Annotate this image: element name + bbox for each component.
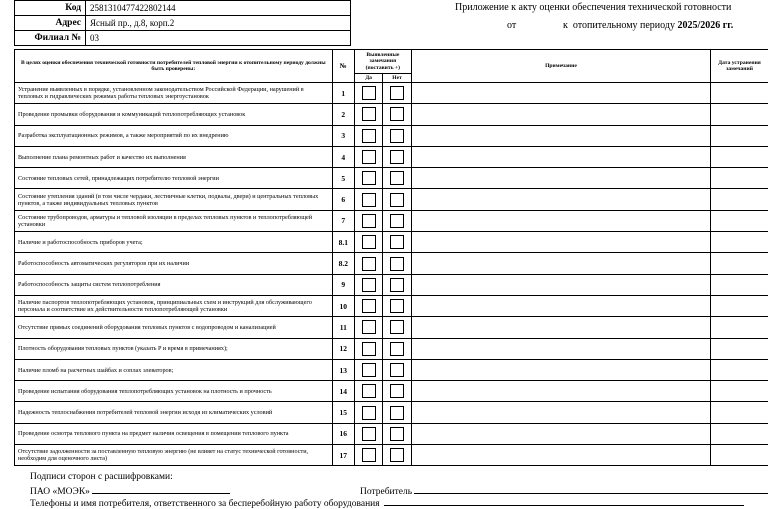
table-row xyxy=(15,423,768,444)
annex-period xyxy=(563,20,733,31)
no-cell xyxy=(383,338,411,359)
no-cell xyxy=(383,104,411,125)
table-row xyxy=(15,359,768,380)
table-row xyxy=(15,125,768,146)
no-checkbox[interactable] xyxy=(390,363,404,377)
yes-cell xyxy=(354,338,382,359)
phones-field[interactable] xyxy=(384,497,744,506)
yes-cell xyxy=(354,210,382,231)
row-number: 17 xyxy=(332,445,354,466)
no-checkbox[interactable] xyxy=(390,107,404,121)
row-number: 10 xyxy=(332,295,354,316)
yes-checkbox[interactable] xyxy=(362,427,376,441)
no-checkbox[interactable] xyxy=(390,257,404,271)
row-description: Состояние тепловых сетей, принадлежащих потребителю тепловой энергии xyxy=(15,168,333,189)
yes-checkbox[interactable] xyxy=(362,342,376,356)
yes-checkbox[interactable] xyxy=(362,363,376,377)
date-cell[interactable] xyxy=(711,445,768,466)
no-checkbox[interactable] xyxy=(390,86,404,100)
note-cell[interactable] xyxy=(411,381,710,402)
code-label: Код xyxy=(15,1,86,16)
row-number: 16 xyxy=(332,423,354,444)
signatures-label: Подписи сторон с расшифровками: xyxy=(30,472,173,482)
no-checkbox[interactable] xyxy=(390,235,404,249)
note-cell[interactable] xyxy=(411,402,710,423)
no-checkbox[interactable] xyxy=(390,299,404,313)
row-number: 7 xyxy=(332,210,354,231)
note-header: Примечание xyxy=(411,50,710,83)
row-description: Проведение промывки оборудования и коммуникаций теплопотребляющих установок xyxy=(15,104,333,125)
row-number: 5 xyxy=(332,168,354,189)
yes-cell xyxy=(354,317,382,338)
consumer-label: Потребитель xyxy=(360,487,412,497)
no-cell xyxy=(383,253,411,274)
date-cell[interactable] xyxy=(711,317,768,338)
table-row xyxy=(15,253,768,274)
yes-cell xyxy=(354,253,382,274)
no-checkbox[interactable] xyxy=(390,171,404,185)
table-row xyxy=(15,104,768,125)
company-signature-field[interactable] xyxy=(92,485,230,494)
branch-value: 03 xyxy=(86,31,351,46)
no-checkbox[interactable] xyxy=(390,448,404,462)
yes-checkbox[interactable] xyxy=(362,257,376,271)
no-checkbox[interactable] xyxy=(390,427,404,441)
row-description: Наличие паспортов теплопотребляющих установок, принципиальных схем и инструкций для обслуживающего персонала и соответствие их действительности теплопотребляющей установки xyxy=(15,295,333,316)
date-cell[interactable] xyxy=(711,338,768,359)
no-cell xyxy=(383,381,411,402)
yes-checkbox[interactable] xyxy=(362,129,376,143)
note-cell[interactable] xyxy=(411,125,710,146)
row-description: Состояние трубопроводов, арматуры и тепловой изоляции в пределах тепловых пунктов и теплопотребляющей установки xyxy=(15,210,333,231)
no-cell xyxy=(383,210,411,231)
table-row xyxy=(15,189,768,210)
date-cell[interactable] xyxy=(711,232,768,253)
date-cell[interactable] xyxy=(711,253,768,274)
note-cell[interactable] xyxy=(411,317,710,338)
table-row xyxy=(15,317,768,338)
no-cell xyxy=(383,423,411,444)
yes-checkbox[interactable] xyxy=(362,86,376,100)
signature-line xyxy=(30,485,230,497)
row-number: 11 xyxy=(332,317,354,338)
no-cell xyxy=(383,295,411,316)
annex-period-value: 2025/2026 гг. xyxy=(677,20,733,31)
address-label: Адрес xyxy=(15,16,86,31)
row-number: 1 xyxy=(332,83,354,104)
yes-cell xyxy=(354,83,382,104)
no-cell xyxy=(383,189,411,210)
no-checkbox[interactable] xyxy=(390,193,404,207)
no-checkbox[interactable] xyxy=(390,406,404,420)
no-checkbox[interactable] xyxy=(390,129,404,143)
address-value: Ясный пр., д.8, корп.2 xyxy=(86,16,351,31)
row-description: Отсутствие задолженности за поставленную тепловую энергию (не влияет на статус технической готовности, необходим для оценочного листа) xyxy=(15,445,333,466)
table-row xyxy=(15,402,768,423)
note-cell[interactable] xyxy=(411,338,710,359)
annex-period-text: отопительному периоду xyxy=(573,20,675,31)
row-description: Работоспособность защиты систем теплопотребления xyxy=(15,274,333,295)
row-description: Плотность оборудования тепловых пунктов (указать Р и время в примечаниях); xyxy=(15,338,333,359)
no-cell xyxy=(383,168,411,189)
yes-checkbox[interactable] xyxy=(362,150,376,164)
table-row xyxy=(15,274,768,295)
table-row xyxy=(15,445,768,466)
row-description: Разработка эксплуатационных режимов, а также мероприятий по их внедрению xyxy=(15,125,333,146)
date-cell[interactable] xyxy=(711,295,768,316)
date-cell[interactable] xyxy=(711,168,768,189)
row-description: Состояние утепления зданий (в том числе чердаки, лестничные клетки, подвалы, двери) и центральных тепловых пунктов, а также индивидуальных тепловых пунктов xyxy=(15,189,333,210)
no-checkbox[interactable] xyxy=(390,150,404,164)
yes-checkbox[interactable] xyxy=(362,171,376,185)
yes-cell xyxy=(354,402,382,423)
row-description: Проведение испытания оборудования теплопотребляющих установок на плотность и прочность xyxy=(15,381,333,402)
checklist-table xyxy=(14,49,768,466)
no-checkbox[interactable] xyxy=(390,278,404,292)
annex-from: от xyxy=(507,20,516,31)
note-cell[interactable] xyxy=(411,445,710,466)
yes-cell xyxy=(354,168,382,189)
note-cell[interactable] xyxy=(411,168,710,189)
row-number: 12 xyxy=(332,338,354,359)
row-number: 9 xyxy=(332,274,354,295)
branch-label: Филиал № xyxy=(15,31,86,46)
note-cell[interactable] xyxy=(411,423,710,444)
no-cell xyxy=(383,83,411,104)
no-checkbox[interactable] xyxy=(390,384,404,398)
yes-checkbox[interactable] xyxy=(362,299,376,313)
yes-checkbox[interactable] xyxy=(362,193,376,207)
table-row xyxy=(15,83,768,104)
date-cell[interactable] xyxy=(711,125,768,146)
yes-checkbox[interactable] xyxy=(362,384,376,398)
row-number: 15 xyxy=(332,402,354,423)
date-cell[interactable] xyxy=(711,359,768,380)
table-row xyxy=(15,146,768,167)
yes-cell xyxy=(354,274,382,295)
date-cell[interactable] xyxy=(711,381,768,402)
row-number: 14 xyxy=(332,381,354,402)
yes-cell xyxy=(354,445,382,466)
date-cell[interactable] xyxy=(711,104,768,125)
note-cell[interactable] xyxy=(411,274,710,295)
no-cell xyxy=(383,125,411,146)
note-cell[interactable] xyxy=(411,146,710,167)
note-cell[interactable] xyxy=(411,253,710,274)
yes-cell xyxy=(354,125,382,146)
table-row xyxy=(15,381,768,402)
header-info-table xyxy=(14,0,351,46)
no-cell xyxy=(383,445,411,466)
no-cell xyxy=(383,402,411,423)
date-cell[interactable] xyxy=(711,83,768,104)
row-description: Устранение выявленных в порядке, установленном законодательством Российской Федерации, нарушений в тепловых и гидравлических режимах работы тепловых энергоустановок xyxy=(15,83,333,104)
note-cell[interactable] xyxy=(411,104,710,125)
desc-header: В целях оценки обеспечения технической готовности потребителей тепловой энергии к отопительному периоду должны быть проверены: xyxy=(15,50,333,83)
phones-line xyxy=(30,497,744,509)
date-header: Дата устранения замечаний xyxy=(711,50,768,83)
date-cell[interactable] xyxy=(711,189,768,210)
table-row xyxy=(15,210,768,231)
row-number: 13 xyxy=(332,359,354,380)
row-number: 8.1 xyxy=(332,232,354,253)
row-description: Работоспособность автоматических регуляторов при их наличии xyxy=(15,253,333,274)
note-cell[interactable] xyxy=(411,83,710,104)
yes-checkbox[interactable] xyxy=(362,406,376,420)
date-cell[interactable] xyxy=(711,210,768,231)
no-checkbox[interactable] xyxy=(390,320,404,334)
annex-title: Приложение к акту оценки обеспечения технической готовности xyxy=(455,2,731,13)
consumer-signature-field[interactable] xyxy=(414,485,768,494)
yes-cell xyxy=(354,104,382,125)
note-cell[interactable] xyxy=(411,189,710,210)
yes-cell xyxy=(354,359,382,380)
table-row xyxy=(15,295,768,316)
date-cell[interactable] xyxy=(711,146,768,167)
row-description: Проведение осмотра теплового пункта на предмет наличия освещения в помещении теплового пункта xyxy=(15,423,333,444)
date-cell[interactable] xyxy=(711,423,768,444)
no-cell xyxy=(383,232,411,253)
yes-checkbox[interactable] xyxy=(362,235,376,249)
yes-checkbox[interactable] xyxy=(362,214,376,228)
yes-checkbox[interactable] xyxy=(362,278,376,292)
yes-header: Да xyxy=(354,74,382,83)
remarks-header: Выявленные замечания (поставить +) xyxy=(354,50,411,74)
no-checkbox[interactable] xyxy=(390,342,404,356)
row-number: 4 xyxy=(332,146,354,167)
num-header: № xyxy=(332,50,354,83)
row-number: 6 xyxy=(332,189,354,210)
note-cell[interactable] xyxy=(411,295,710,316)
no-cell xyxy=(383,146,411,167)
yes-cell xyxy=(354,381,382,402)
table-row xyxy=(15,338,768,359)
code-value: 2581310477422802144 xyxy=(86,1,351,16)
row-number: 8.2 xyxy=(332,253,354,274)
company-label: ПАО «МОЭК» xyxy=(30,487,90,497)
annex-to: к xyxy=(563,20,568,31)
row-number: 3 xyxy=(332,125,354,146)
no-cell xyxy=(383,274,411,295)
date-cell[interactable] xyxy=(711,274,768,295)
row-description: Выполнение плана ремонтных работ и качество их выполнения xyxy=(15,146,333,167)
yes-checkbox[interactable] xyxy=(362,320,376,334)
yes-checkbox[interactable] xyxy=(362,107,376,121)
yes-cell xyxy=(354,189,382,210)
no-cell xyxy=(383,359,411,380)
row-description: Отсутствие прямых соединений оборудования тепловых пунктов с водопроводом и канализацией xyxy=(15,317,333,338)
row-description: Надежность теплоснабжения потребителей тепловой энергии исходя из климатических условий xyxy=(15,402,333,423)
yes-cell xyxy=(354,146,382,167)
no-cell xyxy=(383,317,411,338)
note-cell[interactable] xyxy=(411,210,710,231)
note-cell[interactable] xyxy=(411,359,710,380)
row-description: Наличие и работоспособность приборов учета; xyxy=(15,232,333,253)
row-description: Наличие пломб на расчетных шайбах и соплах элеваторов; xyxy=(15,359,333,380)
date-cell[interactable] xyxy=(711,402,768,423)
yes-cell xyxy=(354,423,382,444)
table-row xyxy=(15,168,768,189)
yes-cell xyxy=(354,232,382,253)
no-checkbox[interactable] xyxy=(390,214,404,228)
yes-cell xyxy=(354,295,382,316)
table-row xyxy=(15,232,768,253)
note-cell[interactable] xyxy=(411,232,710,253)
yes-checkbox[interactable] xyxy=(362,448,376,462)
phones-label: Телефоны и имя потребителя, ответственного за бесперебойную работу оборудования xyxy=(30,499,380,509)
row-number: 2 xyxy=(332,104,354,125)
no-header: Нет xyxy=(383,74,411,83)
